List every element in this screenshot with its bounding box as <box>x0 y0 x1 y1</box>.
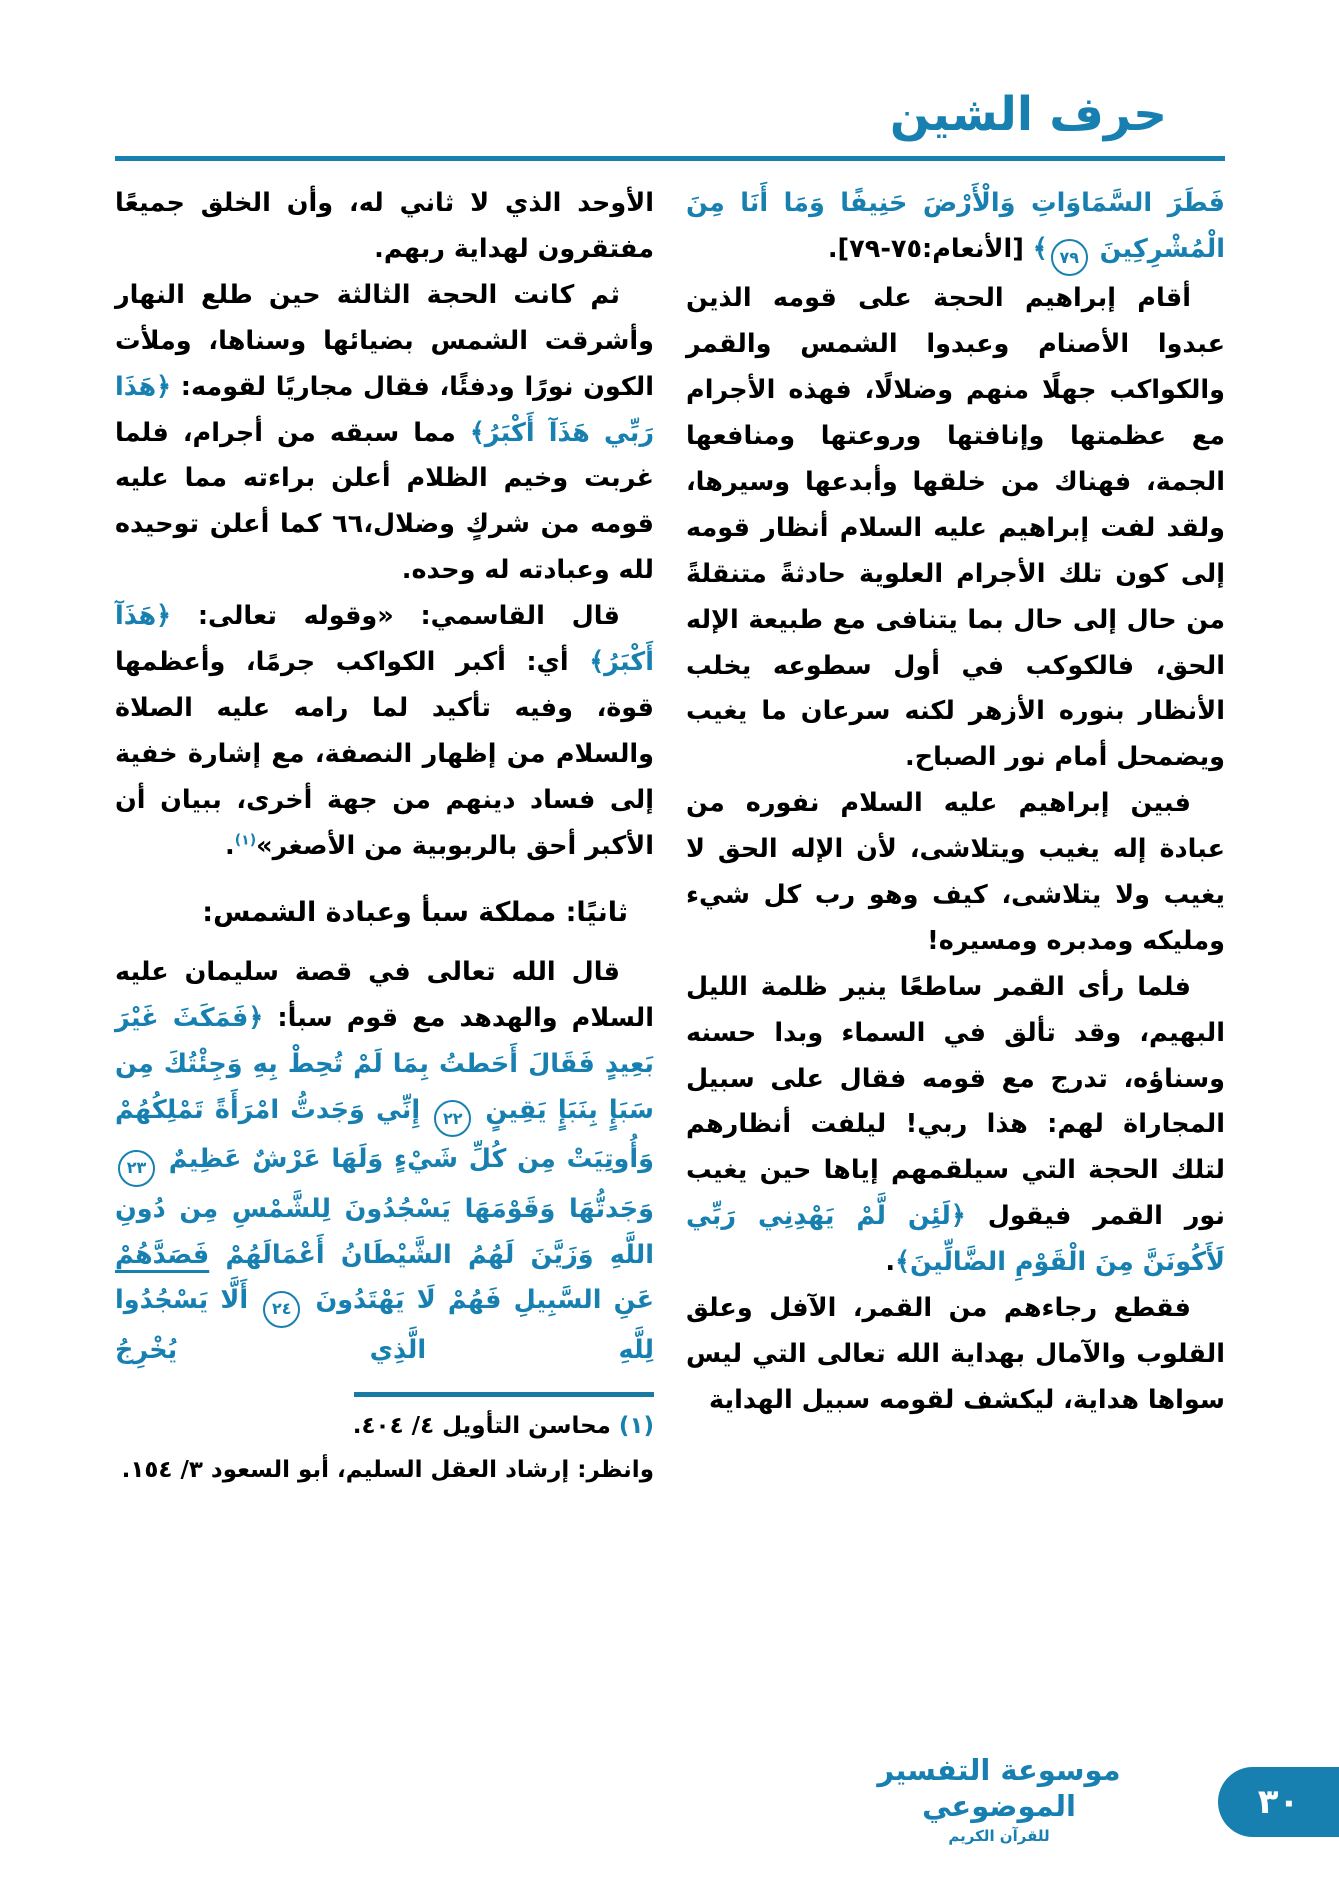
footnote-line <box>115 1451 654 1491</box>
footnote <box>115 1392 654 1491</box>
text-columns <box>0 161 1339 1496</box>
quran-verse-segment: ﴿فَمَكَثَ غَيْرَ بَعِيدٍ فَقَالَ أَحَطتُ بِمَا لَمْ تُحِطْ بِهِ وَجِئْتُكَ مِن سَبَإٍ بِنَبَإٍ يَقِينٍ <box>115 1002 654 1125</box>
quran-verse <box>115 950 654 1374</box>
paragraph <box>686 781 1225 965</box>
text-segment: ثم كانت الحجة الثالثة حين طلع النهار وأشرقت الشمس بضيائها وسناها، وملأت الكون نورًا ودفئًا، فقال مجاريًا لقومه: <box>115 279 654 402</box>
text-segment: قال الله تعالى في قصة سليمان عليه السلام والهدهد مع قوم سبأ: <box>115 957 654 1033</box>
footnote-line <box>115 1407 654 1447</box>
footnote-marker: (١) <box>610 1412 654 1439</box>
text-segment: الأوحد الذي لا ثاني له، وأن الخلق جميعًا مفتقرون لهداية ربهم. <box>115 188 654 264</box>
paragraph <box>686 965 1225 1286</box>
quran-verse-segment: إِنِّي وَجَدتُّ امْرَأَةً تَمْلِكُهُمْ وَأُوتِيَتْ مِن كُلِّ شَيْءٍ وَلَهَا عَرْشٌ عَظِيمٌ <box>115 1094 654 1175</box>
page-number: ٣٠ <box>1257 1782 1300 1822</box>
text-segment: محاسن التأويل ٤/ ٤٠٤. <box>352 1412 611 1439</box>
paragraph <box>115 594 654 869</box>
quran-verse-segment: عَنِ السَّبِيلِ فَهُمْ لَا يَهْتَدُونَ <box>303 1285 654 1316</box>
left-column-text <box>115 181 654 1374</box>
quran-verse-segment: ﴿لَئِن لَّمْ يَهْدِنِي رَبِّي لَأَكُونَنَّ مِنَ الْقَوْمِ الضَّالِّينَ﴾ <box>686 1201 1225 1278</box>
paragraph <box>115 273 654 594</box>
text-segment: . <box>885 1247 896 1278</box>
ayah-number-medallion: ٧٩ <box>1051 239 1088 276</box>
quran-verse-segment: وَجَدتُّهَا وَقَوْمَهَا يَسْجُدُونَ لِلشَّمْسِ مِن دُونِ اللَّهِ وَزَيَّنَ لَهُمُ الشَّيْطَانُ أَعْمَالَهُمْ <box>115 1193 654 1270</box>
quran-verse-segment: ﴿هَذَا رَبِّي هَذَآ أَكْبَرُ﴾ <box>115 371 654 448</box>
text-segment: فلما رأى القمر ساطعًا ينير ظلمة الليل البهيم، وقد تألق في السماء وبدا حسنه وسناؤه، تدرج مع قومه فقال على سبيل المجاراة لهم: هذا ربي! ليلفت أنظارهم لتلك الحجة التي سيلقمهم إياها حين يغيب نور القمر فيقول <box>686 971 1225 1232</box>
footnote-lines <box>115 1407 654 1491</box>
logo-subtitle: للقرآن الكريم <box>948 1826 1050 1845</box>
text-segment: وانظر: إرشاد العقل السليم، أبو السعود ٣/ ١٥٤. <box>121 1457 654 1484</box>
right-column <box>686 181 1225 1424</box>
ayah-number-medallion: ٢٤ <box>263 1291 300 1328</box>
text-segment: أقام إبراهيم الحجة على قومه الذين عبدوا الأصنام وعبدوا الشمس والقمر والكواكب جهلًا منهم وضلالًا، فهذه الأجرام مع عظمتها وإنافتها وروعتها ومنافعها الجمة، فهناك من خلقها وأبدعها وسيرها، ولقد لفت إبراهيم عليه السلام أنظار قومه إلى كون تلك الأجرام العلوية حادثةً متنقلةً من حال إلى حال بما يتنافى مع طبيعة الإله الحق، فالكوكب في أول سطوعه يخلب الأنظار بنوره الأزهر لكنه سرعان ما يغيب ويضمحل أمام نور الصباح. <box>686 283 1225 773</box>
text-segment: ثانيًا: مملكة سبأ وعبادة الشمس: <box>202 897 628 929</box>
section-heading <box>115 889 654 938</box>
text-segment: فقطع رجاءهم من القمر، الآفل وعلق القلوب والآمال بهداية الله تعالى التي ليس سواها هداية، ليكشف لقومه سبيل الهداية <box>686 1293 1225 1415</box>
logo-title: موسوعة التفسير الموضوعي <box>877 1753 1121 1824</box>
text-segment: . <box>225 830 235 861</box>
quran-verse-segment: فَصَدَّهُمْ <box>115 1239 210 1270</box>
paragraph <box>686 1286 1225 1424</box>
text-segment: فبين إبراهيم عليه السلام نفوره من عبادة إله يغيب ويتلاشى، لأن الإله الحق لا يغيب ولا يتلاشى، كيف وهو رب كل شيء ومليكه ومدبره ومسيره! <box>686 788 1225 956</box>
footnote-rule <box>354 1392 654 1397</box>
page-number-badge <box>1218 1767 1339 1837</box>
text-segment: أي: أكبر الكواكب جرمًا، وأعظمها قوة، وفيه تأكيد لما رامه عليه الصلاة والسلام من إظهار النصفة، مع إشارة خفية إلى فساد دينهم من جهة أخرى، ببيان أن الأكبر أحق بالربوبية من الأصغر» <box>115 646 654 861</box>
page-header <box>0 0 1339 161</box>
left-column <box>115 181 654 1496</box>
paragraph <box>115 181 654 273</box>
text-segment: مما سبقه من أجرام، فلما غربت وخيم الظلام أعلن براءته مما عليه قومه من شركٍ وضلال،٦٦ كما أعلن توحيده لله وعبادته له وحده. <box>115 417 654 586</box>
publisher-logo <box>859 1752 1139 1845</box>
ayah-number-medallion: ٢٣ <box>118 1150 155 1187</box>
quran-verse-segment: فَطَرَ السَّمَاوَاتِ وَالْأَرْضَ حَنِيفًا وَمَا أَنَا مِنَ الْمُشْرِكِينَ <box>686 188 1225 264</box>
text-segment: قال القاسمي: «وقوله تعالى: <box>171 601 620 632</box>
quran-verse-segment: ﴿هَذَآ أَكْبَرُ﴾ <box>115 601 654 677</box>
footnote-reference: (١) <box>234 832 257 849</box>
quran-verse-segment: أَلَّا يَسْجُدُوا لِلَّهِ الَّذِي يُخْرِجُ <box>115 1285 654 1365</box>
quran-verse-segment: ﴾ <box>1023 233 1048 264</box>
chapter-title: حرف الشين <box>889 87 1167 142</box>
quran-verse <box>686 181 1225 276</box>
text-segment: [الأنعام:٧٥-٧٩]. <box>827 233 1024 264</box>
ayah-number-medallion: ٢٢ <box>434 1100 471 1137</box>
paragraph <box>686 276 1225 781</box>
